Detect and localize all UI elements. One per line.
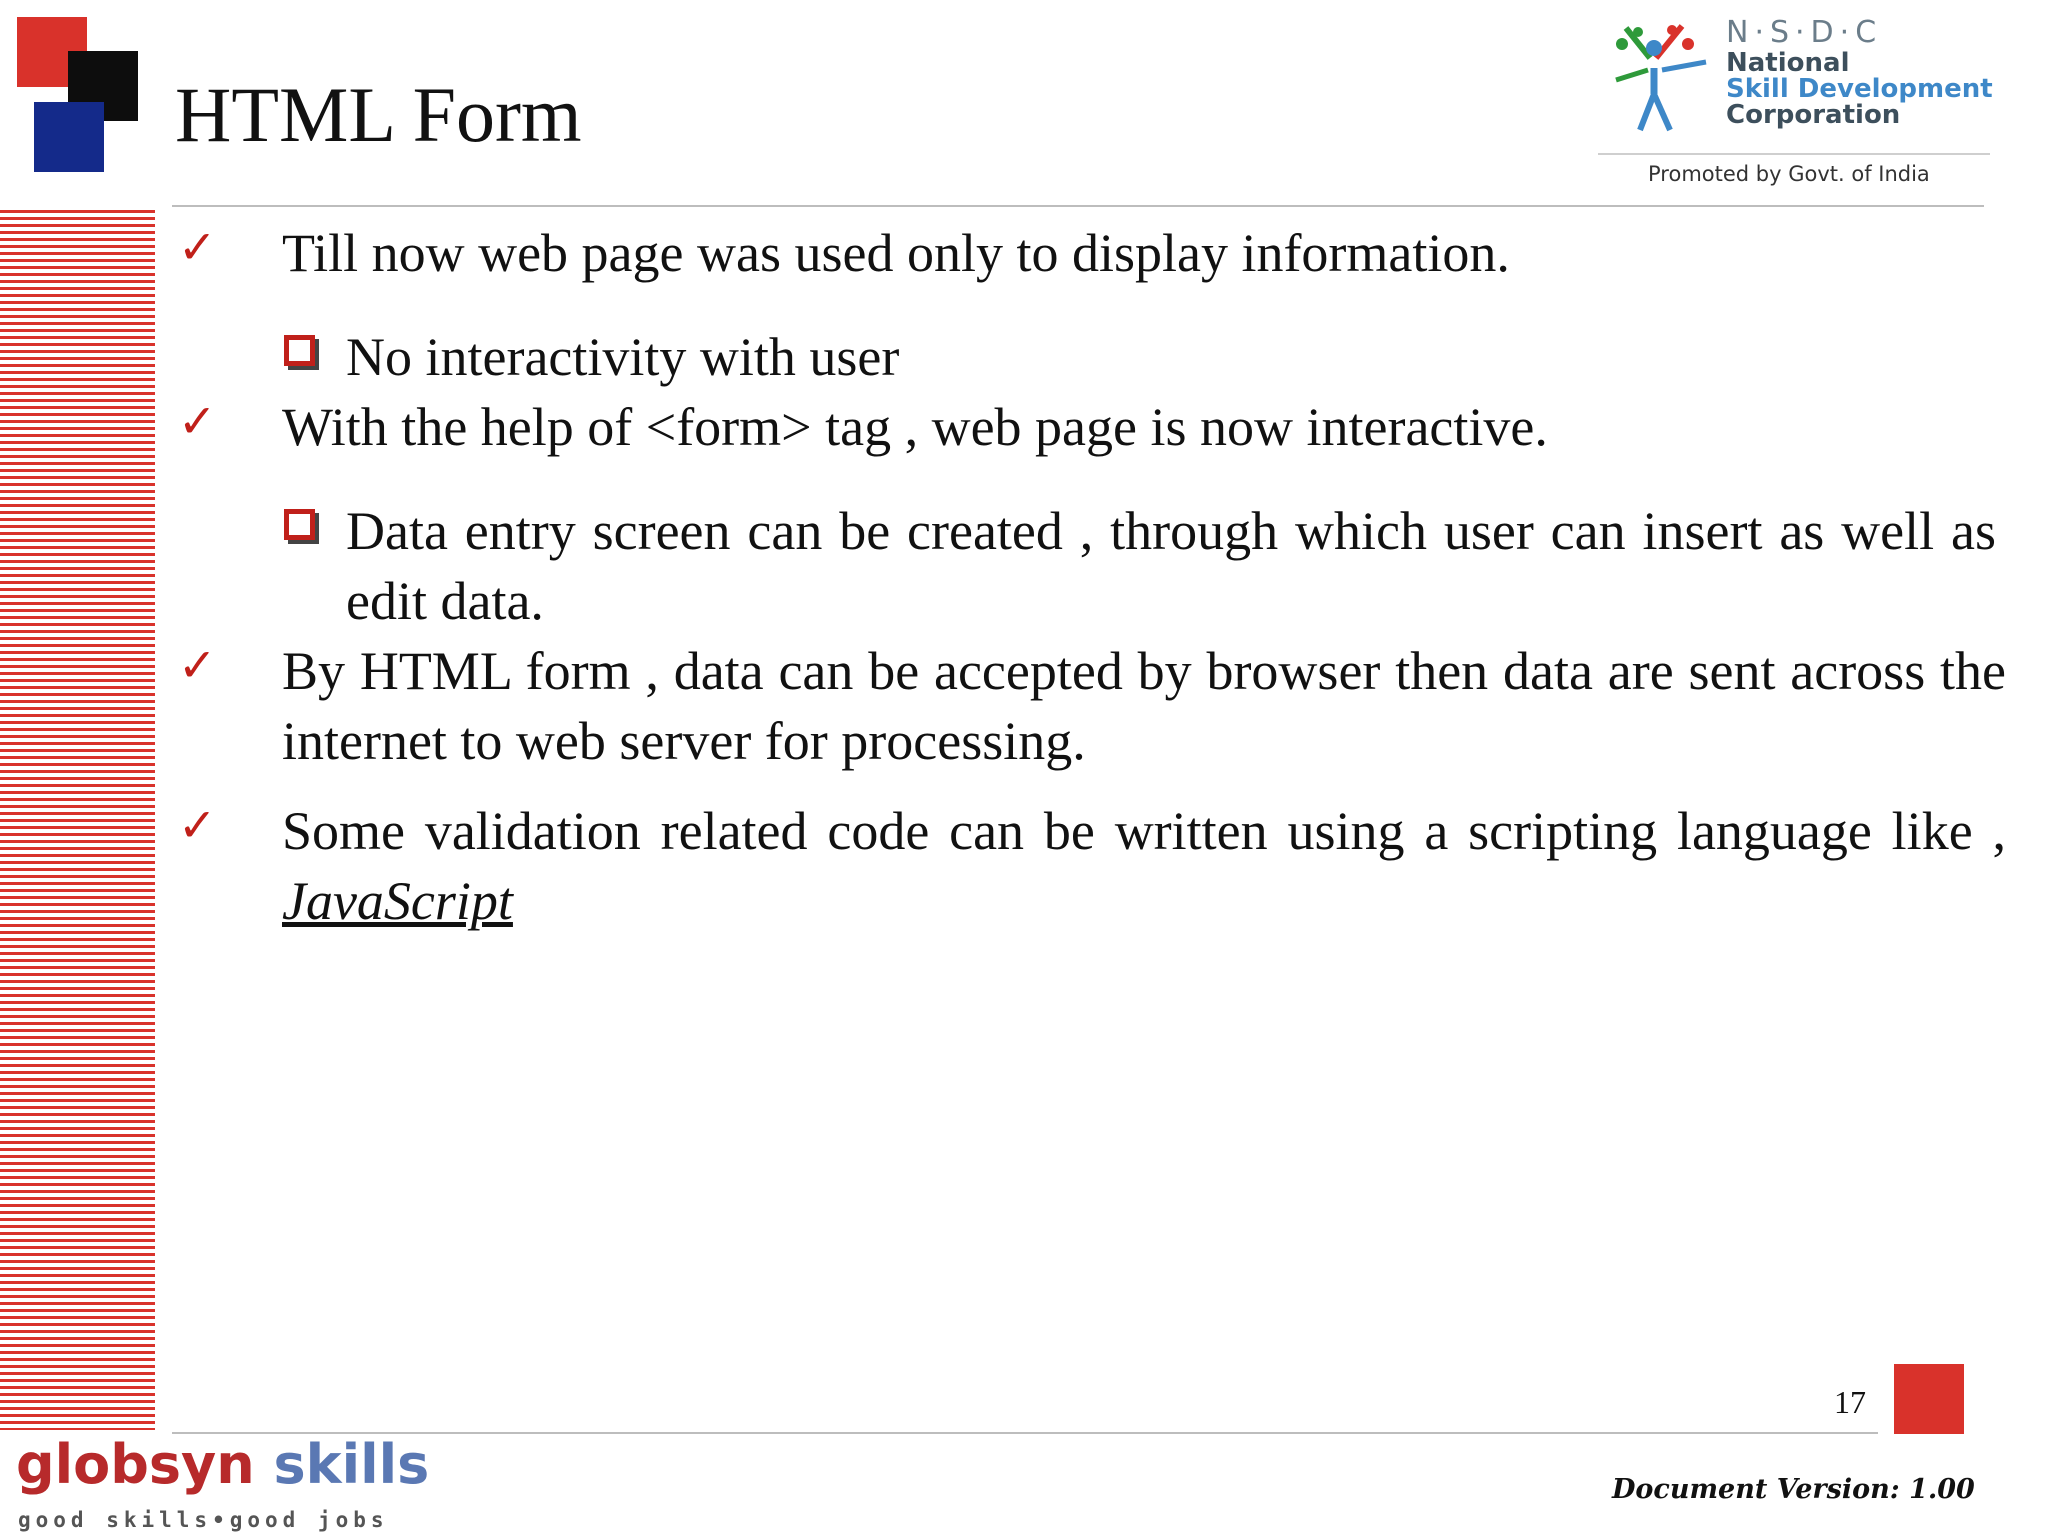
logo-square-blue: [34, 102, 104, 172]
nsdc-wordmark: [1726, 16, 1993, 128]
left-striped-bar: [0, 210, 155, 1430]
checkbox-icon: [284, 335, 315, 366]
page-number: 17: [1834, 1384, 1866, 1420]
nsdc-tagline: Promoted by Govt. of India: [1648, 162, 1930, 186]
nsdc-line-skill: Skill Development: [1726, 74, 1993, 104]
globsyn-logo: [16, 1430, 429, 1500]
bullet-text: With the help of <form> tag , web page is now interactive.: [282, 397, 1548, 457]
check-icon: ✓: [178, 394, 217, 448]
globsyn-tagline: good skills•good jobs: [18, 1508, 389, 1532]
nsdc-line-corporation: Corporation: [1726, 100, 1901, 130]
javascript-link[interactable]: JavaScript: [282, 871, 513, 931]
page-number-square: [1894, 1364, 1964, 1434]
bullet-text: Till now web page was used only to display information.: [282, 223, 1510, 283]
sub-bullet-text: Data entry screen can be created , through which user can insert as well as edit data.: [346, 501, 1996, 631]
bullet-text: By HTML form , data can be accepted by browser then data are sent across the internet to web server for processing.: [282, 641, 2006, 771]
nsdc-line-national: National: [1726, 48, 1850, 78]
nsdc-divider: [1598, 153, 1990, 155]
nsdc-abbr: N·S·D·C: [1726, 15, 1883, 50]
document-version: Document Version: 1.00: [1612, 1474, 1975, 1505]
check-icon: ✓: [178, 220, 217, 274]
checkbox-icon: [284, 509, 315, 540]
header-divider: [172, 205, 1984, 207]
skills-word: skills: [273, 1433, 430, 1496]
bullet-text-prefix: Some validation related code can be written using a scripting language like ,: [282, 801, 2006, 861]
bullet-text: [282, 796, 2006, 936]
check-icon: ✓: [178, 638, 217, 692]
slide-title: HTML Form: [175, 71, 582, 158]
nsdc-logo: [1598, 8, 1993, 188]
check-icon: ✓: [178, 798, 217, 852]
globsyn-word: globsyn: [16, 1433, 255, 1496]
nsdc-people-icon: [1598, 18, 1726, 138]
sub-bullet-text: No interactivity with user: [346, 327, 900, 387]
